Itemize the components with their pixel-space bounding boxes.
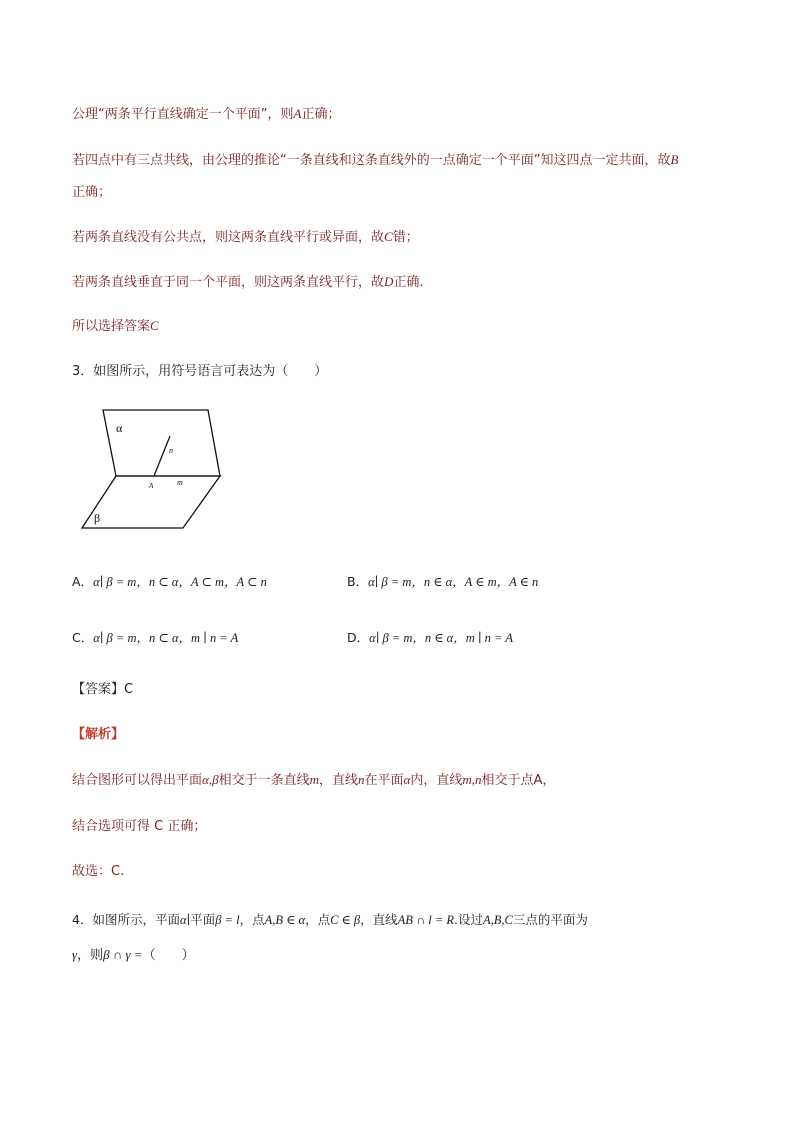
option-text: α∣ β = m，n ⊂ α，m ∣ n = A xyxy=(93,631,239,645)
explanation-line-2 xyxy=(72,149,678,168)
text: 若两条直线没有公共点，则这两条直线平行或异面，故 xyxy=(72,230,385,245)
answer-line xyxy=(72,678,133,697)
math-var: A,B,C xyxy=(483,913,513,927)
text: 4．如图所示，平面 xyxy=(72,912,180,927)
text: 3．如图所示，用符号语言可表达为（ ） xyxy=(72,364,328,379)
text: 正确； xyxy=(72,185,112,200)
label-A: A xyxy=(149,482,154,490)
plane-alpha xyxy=(103,410,220,476)
text: 故选：C. xyxy=(72,864,125,879)
math-var: D xyxy=(384,274,394,289)
math-var: β = l xyxy=(215,913,240,927)
question-3-figure xyxy=(76,402,226,532)
analysis-tag-line xyxy=(72,723,124,742)
text: 公理“两条平行直线确定一个平面”，则 xyxy=(72,107,294,122)
option-b xyxy=(347,572,538,590)
option-text: α∣ β = m，n ∈ α，m ∣ n = A xyxy=(369,631,513,645)
label-m: m xyxy=(177,478,183,487)
math-var: A xyxy=(293,106,302,121)
label-beta: β xyxy=(94,511,101,525)
text: ，直线 xyxy=(360,912,398,927)
math-var: β ∩ γ = xyxy=(103,947,143,962)
text: 平面 xyxy=(190,912,216,927)
label-n: n xyxy=(169,446,173,455)
math-var: m xyxy=(309,772,319,787)
text: 内，直线 xyxy=(410,773,463,788)
text: 三点的平面为 xyxy=(512,912,588,927)
text: 结合图形可以得出平面 xyxy=(72,773,203,788)
analysis-tag: 【解析】 xyxy=(72,727,125,742)
math-var: n xyxy=(358,772,365,787)
text: ，直线 xyxy=(318,773,358,788)
math-var: A,B ∈ α xyxy=(264,913,306,927)
text: 正确； xyxy=(301,107,341,122)
text: 相交于点A， xyxy=(481,773,556,788)
line-n xyxy=(154,436,170,476)
math-var: α xyxy=(403,772,411,787)
option-c xyxy=(72,628,238,646)
analysis-line-2 xyxy=(72,815,206,834)
explanation-line-4 xyxy=(72,226,419,245)
math-var: C ∈ β xyxy=(330,913,361,927)
option-d xyxy=(347,628,513,646)
option-label: D． xyxy=(347,630,370,645)
explanation-line-3 xyxy=(72,181,111,200)
text: 若四点中有三点共线，由公理的推论“一条直线和这条直线外的一点确定一个平面”知这四点一定共面，故 xyxy=(72,153,671,168)
explanation-line-6 xyxy=(72,315,159,334)
text: .设过 xyxy=(454,912,483,927)
question-4-line-1 xyxy=(72,910,588,928)
option-a xyxy=(72,572,267,590)
option-text: α∣ β = m，n ∈ α，A ∈ m，A ∈ n xyxy=(368,575,539,589)
text: ，点 xyxy=(305,912,331,927)
explanation-line-1 xyxy=(72,103,340,122)
option-label: A． xyxy=(72,574,94,589)
label-alpha: α xyxy=(116,421,123,435)
question-4-line-2 xyxy=(72,944,195,963)
answer-value: C xyxy=(124,682,134,697)
math-var: α,β xyxy=(202,772,219,787)
option-text: α∣ β = m，n ⊂ α，A ⊂ m，A ⊂ n xyxy=(93,575,267,589)
text: 所以选择答案 xyxy=(72,319,151,334)
analysis-line-1 xyxy=(72,769,555,788)
option-label: B． xyxy=(347,574,369,589)
question-3-stem xyxy=(72,360,327,379)
option-label: C． xyxy=(72,630,94,645)
math-var: AB ∩ l = R xyxy=(397,913,455,927)
text: ，点 xyxy=(239,912,265,927)
text: （ ） xyxy=(142,948,195,963)
text: 正确. xyxy=(393,275,424,290)
text: 相交于一条直线 xyxy=(218,773,310,788)
text: ，则 xyxy=(77,948,104,963)
math-var: C xyxy=(384,229,393,244)
text: 错； xyxy=(392,230,419,245)
text: 在平面 xyxy=(364,773,404,788)
math-var: m,n xyxy=(462,772,482,787)
analysis-line-3 xyxy=(72,860,124,879)
text: 若两条直线垂直于同一个平面，则这两条直线平行，故 xyxy=(72,275,385,290)
math-var: α∣ xyxy=(179,913,191,927)
math-var: C xyxy=(150,318,159,333)
answer-tag: 【答案】 xyxy=(72,682,125,697)
text: 结合选项可得 C 正确； xyxy=(72,819,207,834)
math-var: γ xyxy=(72,947,78,962)
explanation-line-5 xyxy=(72,271,424,290)
math-var: B xyxy=(670,152,679,167)
